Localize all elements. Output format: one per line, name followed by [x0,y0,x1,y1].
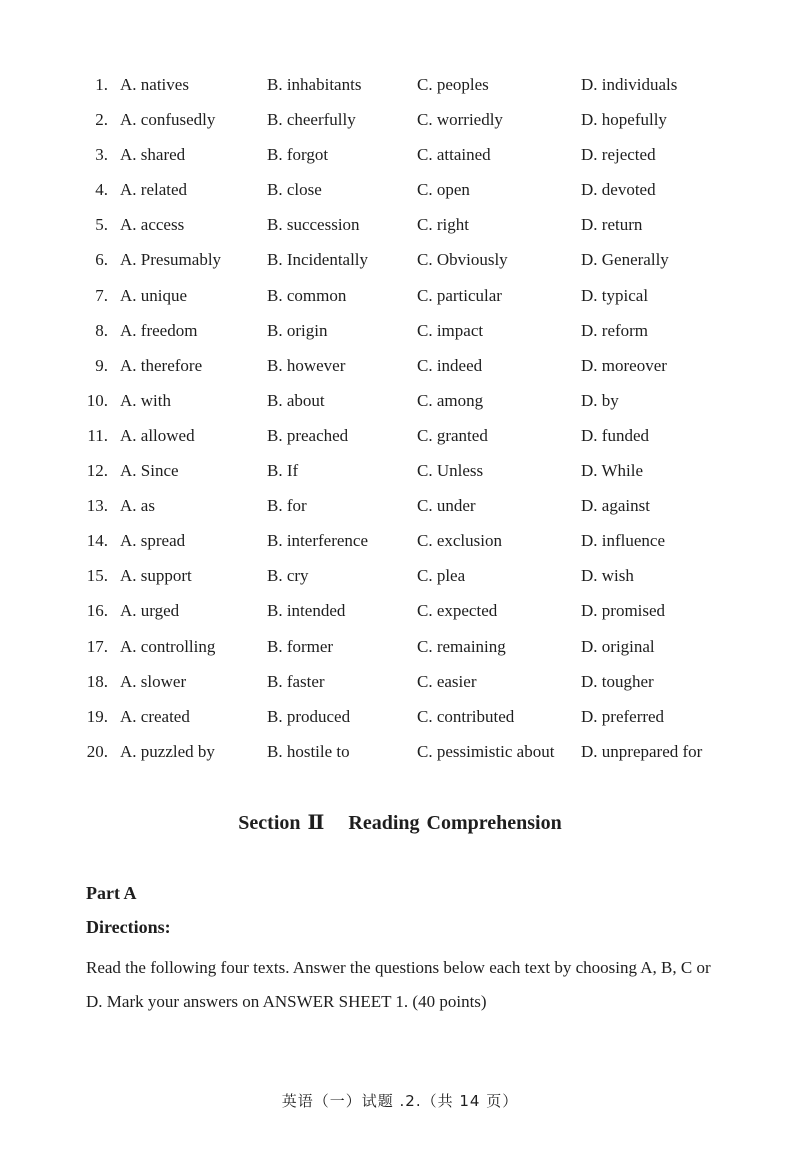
option-c: C. impact [417,320,484,340]
question-number: 17. [86,636,108,656]
question-row-7 [0,281,800,316]
option-c: C. particular [417,285,502,305]
option-b: B. common [267,285,347,305]
question-number: 8. [95,320,108,340]
option-c: C. easier [417,671,477,691]
question-row-5 [0,210,800,245]
question-number: 3. [95,145,108,165]
question-row-9 [0,351,800,386]
option-c: C. plea [417,566,466,586]
option-c: C. granted [417,425,488,445]
option-c: C. contributed [417,706,515,726]
section-label: Section Ⅱ [238,812,325,834]
option-a: A. puzzled by [120,741,215,761]
option-d: D. by [581,390,619,410]
question-row-6 [0,245,800,280]
option-d: D. funded [581,425,649,445]
question-number: 1. [95,75,108,94]
option-b: B. If [267,461,299,481]
option-b: B. cry [267,566,309,586]
option-d: D. hopefully [581,110,667,130]
question-number: 16. [86,601,108,621]
option-c: C. peoples [417,75,489,94]
question-number: 14. [86,531,108,551]
question-number: 11. [87,425,108,445]
option-a: A. controlling [120,636,216,656]
option-d: D. moreover [581,355,667,375]
option-b: B. cheerfully [267,110,356,130]
option-b: B. intended [267,601,346,621]
question-row-17 [0,632,800,667]
option-a: A. slower [120,671,187,691]
option-c: C. right [417,215,469,235]
question-row-14 [0,526,800,561]
question-row-2 [0,105,800,140]
option-c: C. remaining [417,636,506,656]
option-d: D. Generally [581,250,669,270]
option-b: B. inhabitants [267,75,362,94]
option-a: A. with [120,390,171,410]
question-row-18 [0,667,800,702]
option-b: B. about [267,390,325,410]
question-row-10 [0,386,800,421]
option-d: D. preferred [581,706,665,726]
question-number: 4. [95,180,108,200]
option-d: D. wish [581,566,634,586]
option-d: D. unprepared for [581,741,703,761]
question-number: 19. [86,706,108,726]
question-number: 5. [95,215,108,235]
option-c: C. under [417,496,476,516]
question-number: 15. [86,566,108,586]
question-row-16 [0,596,800,631]
option-a: A. urged [120,601,180,621]
page-footer: 英语（一）试题 .2.（共 14 页） [281,1092,519,1110]
option-d: D. typical [581,285,649,305]
option-c: C. Unless [417,461,484,481]
question-row-19 [0,702,800,737]
option-c: C. among [417,390,484,410]
option-a: A. created [120,706,190,726]
option-a: A. related [120,180,188,200]
directions-label: Directions: [86,917,171,937]
option-c: C. attained [417,145,491,165]
question-number: 12. [86,461,108,481]
question-row-3 [0,140,800,175]
question-row-20 [0,737,800,772]
option-b: B. former [267,636,334,656]
question-row-4 [0,175,800,210]
option-b: B. close [267,180,322,200]
question-number: 2. [95,110,108,130]
option-d: D. against [581,496,650,516]
option-c: C. open [417,180,470,200]
cloze-options-list [0,70,800,772]
option-a: A. support [120,566,192,586]
option-a: A. natives [120,75,189,94]
part-label: Part A [86,883,137,903]
option-b: B. forgot [267,145,329,165]
option-c: C. Obviously [417,250,508,270]
question-row-13 [0,491,800,526]
option-a: A. freedom [120,320,198,340]
option-d: D. While [581,461,644,481]
option-a: A. Since [120,461,179,481]
option-b: B. preached [267,425,349,445]
section-heading [0,810,800,835]
question-number: 6. [95,250,108,270]
directions-text: Read the following four texts. Answer the questions below each text by choosing A, B, C or D. Mark your answers on ANSWER SHEET 1. (40 points) [86,958,711,1011]
option-d: D. return [581,215,643,235]
option-b: B. Incidentally [267,250,369,270]
option-b: B. however [267,355,346,375]
option-b: B. succession [267,215,360,235]
option-c: C. indeed [417,355,483,375]
option-c: C. worriedly [417,110,503,130]
question-number: 18. [86,671,108,691]
option-a: A. as [120,496,155,516]
question-number: 13. [86,496,108,516]
option-a: A. therefore [120,355,203,375]
option-a: A. access [120,215,185,235]
option-d: D. promised [581,601,666,621]
question-number: 20. [86,741,108,761]
question-number: 9. [95,355,108,375]
option-b: B. interference [267,531,368,551]
option-d: D. devoted [581,180,656,200]
option-c: C. pessimistic about [417,741,555,761]
option-a: A. confusedly [120,110,216,130]
question-number: 7. [95,285,108,305]
option-b: B. hostile to [267,741,350,761]
option-d: D. individuals [581,75,678,94]
option-d: D. reform [581,320,649,340]
option-d: D. influence [581,531,666,551]
option-a: A. Presumably [120,250,222,270]
question-row-12 [0,456,800,491]
question-number: 10. [86,390,108,410]
option-b: B. produced [267,706,351,726]
option-d: D. tougher [581,671,654,691]
section-title: Reading Comprehension [348,812,562,834]
question-row-11 [0,421,800,456]
option-d: D. rejected [581,145,656,165]
question-row-1 [0,70,800,105]
option-b: B. for [267,496,307,516]
option-a: A. spread [120,531,186,551]
question-row-15 [0,561,800,596]
question-row-8 [0,316,800,351]
option-a: A. allowed [120,425,195,445]
option-c: C. expected [417,601,498,621]
option-a: A. shared [120,145,186,165]
option-c: C. exclusion [417,531,502,551]
option-a: A. unique [120,285,188,305]
option-d: D. original [581,636,655,656]
option-b: B. origin [267,320,328,340]
option-b: B. faster [267,671,325,691]
